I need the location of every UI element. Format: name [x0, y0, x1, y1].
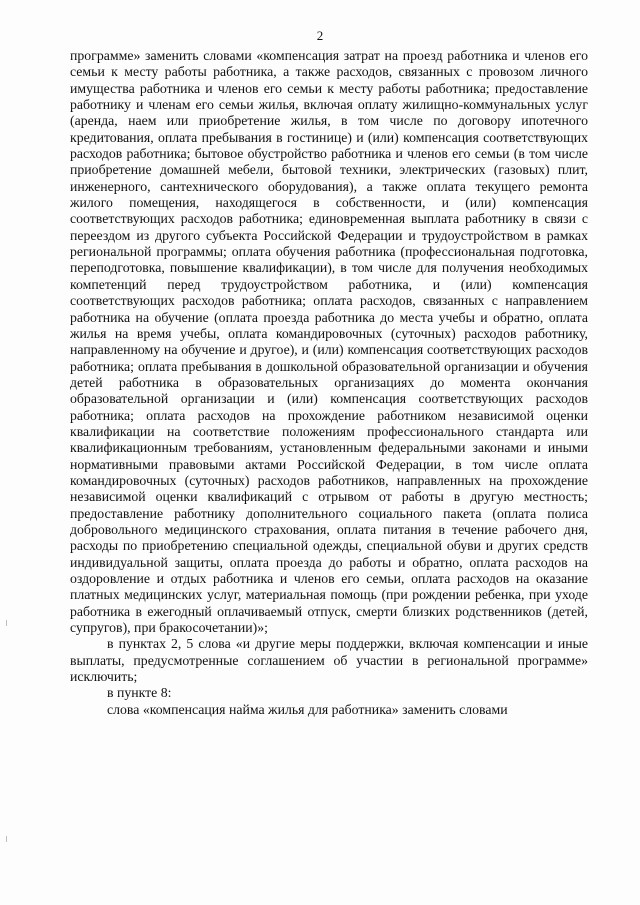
page-number: 2 [316, 28, 324, 43]
paragraph-item-8: в пункте 8: [107, 685, 172, 701]
paragraph-items-2-5: в пунктах 2, 5 слова «и другие меры поддержки, включая компенсации и иные выплаты, предусмотренные соглашением об участии в региональной программе» исключить; [70, 636, 588, 685]
paragraph-words-replacement: слова «компенсация найма жилья для работника» заменить словами [107, 701, 508, 717]
scan-margin-mark [6, 836, 7, 842]
scan-margin-mark [6, 620, 7, 626]
paragraph-replacement-text: программе» заменить словами «компенсация затрат на проезд работника и членов его семьи к месту работы работника, а также расходов, связанных с провозом личного имущества работника и членов его семьи к месту работы работника; предоставление работнику и членам его семьи жилья, включая оплату жилищно-коммунальных услуг (аренда, наем или приобретение жилья, в том числе по договору ипотечного кредитования, оплата пребывания в гостинице) и (или) компенсация соответствующих расходов работника; бытовое обустройство работника и членов его семьи (в том числе приобретение домашней мебели, бытовой техники, электрических (газовых) плит, инженерного, сантехнического оборудования), а также оплата текущего ремонта жилого помещения, находящегося в собственности, и (или) компенсация соответствующих расходов работника; единовременная выплата работнику в связи с переездом из другого субъекта Российской Федерации и трудоустройством в рамках региональной программы; оплата обучения работника (профессиональная подготовка, переподготовка, повышение квалификации), в том числе для получения необходимых компетенций перед трудоустройством работника, и (или) компенсация соответствующих расходов работника; оплата расходов, связанных с направлением работника на обучение (оплата проезда работника до места учебы и обратно, оплата жилья на время учебы, оплата командировочных (суточных) расходов работнику, направленному на обучение и другое), и (или) компенсация соответствующих расходов работника; оплата пребывания в дошкольной образовательной организации и обучения детей работника в образовательных организациях до момента окончания образовательной организации и (или) компенсация соответствующих расходов работника; оплата расходов на прохождение работником независимой оценки квалификации на соответствие положениям профессионального стандарта или квалификационным требованиям, установленным федеральными законами и иными нормативными правовыми актами Российской Федерации, в том числе оплата командировочных (суточных) расходов работников, направленных на прохождение независимой оценки квалификаций с отрывом от работы в другую местность; предоставление работнику дополнительного социального пакета (оплата полиса добровольного медицинского страхования, оплата питания в течение рабочего дня, расходы по приобретению специальной одежды, специальной обуви и других средств индивидуальной защиты, оплата проезда до работы и обратно, оплата расходов на оздоровление и отдых работника и членов его семьи, оплата расходов на оказание платных медицинских услуг, материальная помощь (при рождении ребенка, при уходе работника в ежегодный оплачиваемый отпуск, смерти близких родственников (детей, супругов), при бракосочетании)»; [70, 48, 588, 636]
document-body [70, 48, 588, 718]
